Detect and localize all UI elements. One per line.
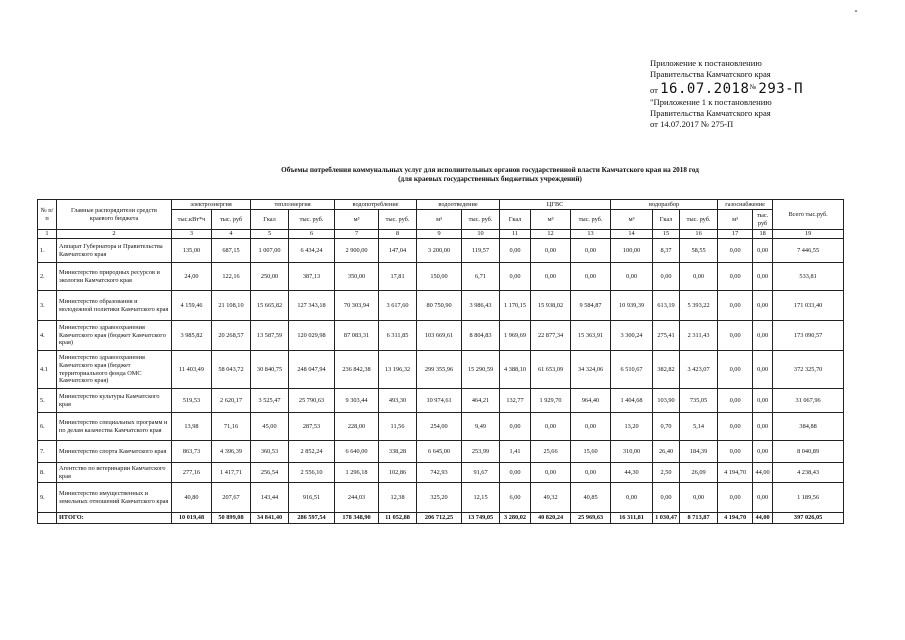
value-cell: 11,56 bbox=[379, 413, 417, 441]
value-cell: 0,00 bbox=[531, 239, 571, 263]
total-value-cell: 11 052,88 bbox=[379, 513, 417, 524]
value-cell: 236 842,38 bbox=[335, 351, 379, 389]
value-cell: 0,00 bbox=[611, 263, 653, 291]
column-number: 13 bbox=[571, 230, 611, 239]
row-index: 4.1 bbox=[38, 351, 57, 389]
row-name: Министерство здравоохранения Камчатского края (бюджет территориального фонда ОМС Камчатского края) bbox=[57, 351, 172, 389]
value-cell: 0,00 bbox=[718, 351, 753, 389]
value-cell: 3 985,82 bbox=[172, 321, 212, 351]
value-cell: 493,30 bbox=[379, 389, 417, 413]
value-cell: 4 388,10 bbox=[500, 351, 531, 389]
total-value-cell: 34 841,40 bbox=[251, 513, 289, 524]
value-cell: 0,00 bbox=[500, 463, 531, 483]
value-cell: 3 423,07 bbox=[680, 351, 718, 389]
value-cell: 1 404,68 bbox=[611, 389, 653, 413]
value-cell: 8 804,83 bbox=[462, 321, 500, 351]
value-cell: 533,81 bbox=[773, 263, 844, 291]
value-cell: 0,00 bbox=[718, 483, 753, 513]
value-cell: 687,15 bbox=[212, 239, 251, 263]
value-cell: 387,13 bbox=[289, 263, 335, 291]
unit-header: м³ bbox=[417, 210, 462, 230]
value-cell: 25 790,63 bbox=[289, 389, 335, 413]
value-cell: 0,00 bbox=[653, 483, 680, 513]
row-name: Министерство спорта Камчатского края bbox=[57, 441, 172, 463]
value-cell: 15 290,59 bbox=[462, 351, 500, 389]
value-cell: 45,00 bbox=[251, 413, 289, 441]
value-cell: 519,53 bbox=[172, 389, 212, 413]
value-cell: 135,00 bbox=[172, 239, 212, 263]
row-index: 6. bbox=[38, 413, 57, 441]
decree-date: 16.07.2018 bbox=[660, 80, 750, 97]
value-cell: 0,00 bbox=[718, 239, 753, 263]
value-cell: 8,37 bbox=[653, 239, 680, 263]
value-cell: 24,00 bbox=[172, 263, 212, 291]
value-cell: 0,00 bbox=[753, 389, 773, 413]
value-cell: 30 840,75 bbox=[251, 351, 289, 389]
value-cell: 207,67 bbox=[212, 483, 251, 513]
value-cell: 228,00 bbox=[335, 413, 379, 441]
group-header: теплоэнергия bbox=[251, 200, 335, 210]
value-cell: 49,32 bbox=[531, 483, 571, 513]
value-cell: 9 584,87 bbox=[571, 291, 611, 321]
total-label: ИТОГО: bbox=[57, 513, 172, 524]
value-cell: 5,14 bbox=[680, 413, 718, 441]
value-cell: 0,00 bbox=[753, 441, 773, 463]
value-cell: 0,00 bbox=[753, 413, 773, 441]
value-cell: 248 047,94 bbox=[289, 351, 335, 389]
table-row bbox=[38, 483, 844, 513]
value-cell: 102,86 bbox=[379, 463, 417, 483]
header-num: № п/п bbox=[38, 200, 57, 230]
value-cell: 382,82 bbox=[653, 351, 680, 389]
column-number-row bbox=[38, 230, 844, 239]
row-index: 7. bbox=[38, 441, 57, 463]
value-cell: 21 108,10 bbox=[212, 291, 251, 321]
value-cell: 287,53 bbox=[289, 413, 335, 441]
value-cell: 6 510,67 bbox=[611, 351, 653, 389]
column-number: 16 bbox=[680, 230, 718, 239]
value-cell: 6 645,00 bbox=[417, 441, 462, 463]
value-cell: 15 363,91 bbox=[571, 321, 611, 351]
column-number: 5 bbox=[251, 230, 289, 239]
value-cell: 15 665,82 bbox=[251, 291, 289, 321]
value-cell: 132,77 bbox=[500, 389, 531, 413]
value-cell: 277,16 bbox=[172, 463, 212, 483]
value-cell: 4 238,43 bbox=[773, 463, 844, 483]
value-cell: 1 929,70 bbox=[531, 389, 571, 413]
total-value-cell: 50 899,08 bbox=[212, 513, 251, 524]
column-number: 3 bbox=[172, 230, 212, 239]
column-number: 2 bbox=[57, 230, 172, 239]
group-header: электроэнергия bbox=[172, 200, 251, 210]
row-index: 9. bbox=[38, 483, 57, 513]
value-cell: 91,67 bbox=[462, 463, 500, 483]
value-cell: 863,73 bbox=[172, 441, 212, 463]
header-line-6: от 14.07.2017 № 275-П bbox=[650, 118, 734, 129]
value-cell: 735,05 bbox=[680, 389, 718, 413]
value-cell: 13 196,32 bbox=[379, 351, 417, 389]
value-cell: 11 403,49 bbox=[172, 351, 212, 389]
row-name: Министерство здравоохранения Камчатского края (бюджет Камчатского края) bbox=[57, 321, 172, 351]
header-name: Главные распорядители средств краевого бюджета bbox=[57, 200, 172, 230]
total-value-cell: 286 597,54 bbox=[289, 513, 335, 524]
value-cell: 0,00 bbox=[500, 263, 531, 291]
value-cell: 3 300,24 bbox=[611, 321, 653, 351]
value-cell: 2 900,00 bbox=[335, 239, 379, 263]
title-line-1: Объемы потребления коммунальных услуг для исполнительных органов государственной власти Камчатского края на 2018 год bbox=[281, 166, 699, 174]
value-cell: 0,00 bbox=[571, 263, 611, 291]
total-value-cell: 13 749,05 bbox=[462, 513, 500, 524]
value-cell: 0,00 bbox=[500, 239, 531, 263]
decree-date-number bbox=[650, 82, 880, 96]
value-cell: 120 029,98 bbox=[289, 321, 335, 351]
row-name: Министерство культуры Камчатского края bbox=[57, 389, 172, 413]
value-cell: 5 393,22 bbox=[680, 291, 718, 321]
row-name: Министерство имущественных и земельных отношений Камчатского края bbox=[57, 483, 172, 513]
table-row bbox=[38, 291, 844, 321]
unit-header: тыс. руб. bbox=[680, 210, 718, 230]
value-cell: 1 189,56 bbox=[773, 483, 844, 513]
value-cell: 3 986,43 bbox=[462, 291, 500, 321]
value-cell: 0,00 bbox=[718, 263, 753, 291]
row-index: 2. bbox=[38, 263, 57, 291]
value-cell: 80 750,90 bbox=[417, 291, 462, 321]
row-name: Агентство по ветеринарии Камчатского края bbox=[57, 463, 172, 483]
group-header: водопотребление bbox=[335, 200, 417, 210]
value-cell: 0,00 bbox=[753, 239, 773, 263]
value-cell: 250,00 bbox=[251, 263, 289, 291]
row-index: 5. bbox=[38, 389, 57, 413]
table-row bbox=[38, 239, 844, 263]
value-cell: 58 043,72 bbox=[212, 351, 251, 389]
value-cell: 1 170,15 bbox=[500, 291, 531, 321]
value-cell: 13 587,59 bbox=[251, 321, 289, 351]
value-cell: 0,00 bbox=[680, 483, 718, 513]
group-header: водоотведение bbox=[417, 200, 500, 210]
value-cell: 4 396,39 bbox=[212, 441, 251, 463]
value-cell: 338,28 bbox=[379, 441, 417, 463]
table-row bbox=[38, 441, 844, 463]
value-cell: 31 067,96 bbox=[773, 389, 844, 413]
value-cell: 100,00 bbox=[611, 239, 653, 263]
value-cell: 6 434,24 bbox=[289, 239, 335, 263]
column-number: 11 bbox=[500, 230, 531, 239]
value-cell: 119,57 bbox=[462, 239, 500, 263]
value-cell: 9,49 bbox=[462, 413, 500, 441]
value-cell: 20 268,57 bbox=[212, 321, 251, 351]
column-number: 6 bbox=[289, 230, 335, 239]
value-cell: 12,38 bbox=[379, 483, 417, 513]
value-cell: 15 938,02 bbox=[531, 291, 571, 321]
total-value-cell: 10 019,48 bbox=[172, 513, 212, 524]
value-cell: 26,09 bbox=[680, 463, 718, 483]
value-cell: 171 033,40 bbox=[773, 291, 844, 321]
row-index: 4. bbox=[38, 321, 57, 351]
column-number: 8 bbox=[379, 230, 417, 239]
total-value-cell: 3 280,02 bbox=[500, 513, 531, 524]
unit-header: тыс. руб. bbox=[379, 210, 417, 230]
total-index bbox=[38, 513, 57, 524]
value-cell: 150,00 bbox=[417, 263, 462, 291]
unit-header: тыс.кВт*ч bbox=[172, 210, 212, 230]
column-number: 18 bbox=[753, 230, 773, 239]
value-cell: 2 852,24 bbox=[289, 441, 335, 463]
value-cell: 916,51 bbox=[289, 483, 335, 513]
value-cell: 2,50 bbox=[653, 463, 680, 483]
total-value-cell: 25 969,63 bbox=[571, 513, 611, 524]
total-value-cell: 8 713,87 bbox=[680, 513, 718, 524]
value-cell: 3 200,00 bbox=[417, 239, 462, 263]
column-number: 9 bbox=[417, 230, 462, 239]
row-index: 1. bbox=[38, 239, 57, 263]
value-cell: 0,00 bbox=[753, 483, 773, 513]
value-cell: 372 325,70 bbox=[773, 351, 844, 389]
value-cell: 244,03 bbox=[335, 483, 379, 513]
value-cell: 143,44 bbox=[251, 483, 289, 513]
table-row bbox=[38, 321, 844, 351]
row-name: Аппарат Губернатора и Правительства Камчатского края bbox=[57, 239, 172, 263]
column-number: 4 bbox=[212, 230, 251, 239]
header-line-1: Приложение к постановлению bbox=[650, 58, 762, 68]
value-cell: 0,00 bbox=[753, 321, 773, 351]
value-cell: 22 877,34 bbox=[531, 321, 571, 351]
date-prefix: от bbox=[650, 84, 658, 95]
value-cell: 1 417,71 bbox=[212, 463, 251, 483]
value-cell: 13,98 bbox=[172, 413, 212, 441]
value-cell: 40,85 bbox=[571, 483, 611, 513]
unit-header: тыс. руб. bbox=[289, 210, 335, 230]
value-cell: 0,00 bbox=[753, 351, 773, 389]
value-cell: 70 303,94 bbox=[335, 291, 379, 321]
unit-header: тыс. руб. bbox=[462, 210, 500, 230]
value-cell: 40,80 bbox=[172, 483, 212, 513]
value-cell: 613,19 bbox=[653, 291, 680, 321]
value-cell: 44,00 bbox=[753, 463, 773, 483]
total-value-cell: 40 820,24 bbox=[531, 513, 571, 524]
value-cell: 275,41 bbox=[653, 321, 680, 351]
value-cell: 384,88 bbox=[773, 413, 844, 441]
table-body bbox=[38, 230, 844, 524]
value-cell: 0,00 bbox=[718, 389, 753, 413]
approval-header bbox=[650, 58, 880, 130]
value-cell: 3 617,60 bbox=[379, 291, 417, 321]
unit-header: м³ bbox=[611, 210, 653, 230]
value-cell: 350,00 bbox=[335, 263, 379, 291]
title-line-2: (для краевых государственных бюджетных учреждений) bbox=[398, 175, 582, 183]
value-cell: 71,16 bbox=[212, 413, 251, 441]
total-value-cell: 397 026,05 bbox=[773, 513, 844, 524]
unit-header: тыс. руб bbox=[212, 210, 251, 230]
value-cell: 0,00 bbox=[718, 413, 753, 441]
value-cell: 6 640,00 bbox=[335, 441, 379, 463]
value-cell: 15,60 bbox=[571, 441, 611, 463]
unit-header: тыс. руб bbox=[753, 210, 773, 230]
value-cell: 0,00 bbox=[680, 263, 718, 291]
value-cell: 2 556,10 bbox=[289, 463, 335, 483]
value-cell: 87 083,31 bbox=[335, 321, 379, 351]
total-value-cell: 44,00 bbox=[753, 513, 773, 524]
value-cell: 6,71 bbox=[462, 263, 500, 291]
value-cell: 0,00 bbox=[753, 291, 773, 321]
value-cell: 147,04 bbox=[379, 239, 417, 263]
header-line-5: Правительства Камчатского края bbox=[650, 107, 771, 118]
unit-header: тыс. руб. bbox=[571, 210, 611, 230]
value-cell: 0,00 bbox=[531, 463, 571, 483]
value-cell: 254,00 bbox=[417, 413, 462, 441]
value-cell: 1,41 bbox=[500, 441, 531, 463]
group-header: водоразбор bbox=[611, 200, 718, 210]
table-row bbox=[38, 263, 844, 291]
value-cell: 253,99 bbox=[462, 441, 500, 463]
value-cell: 10 974,61 bbox=[417, 389, 462, 413]
scan-speck bbox=[855, 10, 857, 12]
column-number: 1 bbox=[38, 230, 57, 239]
value-cell: 3 525,47 bbox=[251, 389, 289, 413]
consumption-table bbox=[37, 199, 844, 524]
value-cell: 122,16 bbox=[212, 263, 251, 291]
value-cell: 0,00 bbox=[571, 463, 611, 483]
value-cell: 0,00 bbox=[571, 239, 611, 263]
value-cell: 10 939,39 bbox=[611, 291, 653, 321]
table-row bbox=[38, 413, 844, 441]
total-value-cell: 178 348,90 bbox=[335, 513, 379, 524]
value-cell: 61 653,09 bbox=[531, 351, 571, 389]
unit-header: Гкал bbox=[251, 210, 289, 230]
group-header: газоснабжение bbox=[718, 200, 773, 210]
value-cell: 299 355,96 bbox=[417, 351, 462, 389]
value-cell: 0,00 bbox=[653, 263, 680, 291]
column-number: 12 bbox=[531, 230, 571, 239]
header-line-2: Правительства Камчатского края bbox=[650, 69, 771, 79]
value-cell: 26,40 bbox=[653, 441, 680, 463]
value-cell: 34 324,06 bbox=[571, 351, 611, 389]
value-cell: 9 303,44 bbox=[335, 389, 379, 413]
column-number: 19 bbox=[773, 230, 844, 239]
value-cell: 0,00 bbox=[571, 413, 611, 441]
value-cell: 360,53 bbox=[251, 441, 289, 463]
table-row bbox=[38, 351, 844, 389]
unit-header: Гкал bbox=[653, 210, 680, 230]
row-name: Министерство специальных программ и по делам казачества Камчатского края bbox=[57, 413, 172, 441]
total-value-cell: 1 030,47 bbox=[653, 513, 680, 524]
value-cell: 44,30 bbox=[611, 463, 653, 483]
column-number: 14 bbox=[611, 230, 653, 239]
value-cell: 0,00 bbox=[718, 291, 753, 321]
header-line-4: "Приложение 1 к постановлению bbox=[650, 96, 772, 107]
value-cell: 464,21 bbox=[462, 389, 500, 413]
column-number: 10 bbox=[462, 230, 500, 239]
value-cell: 8 040,89 bbox=[773, 441, 844, 463]
value-cell: 1 007,00 bbox=[251, 239, 289, 263]
value-cell: 2 620,17 bbox=[212, 389, 251, 413]
value-cell: 25,66 bbox=[531, 441, 571, 463]
row-name: Министерство природных ресурсов и экологии Камчатского края bbox=[57, 263, 172, 291]
value-cell: 6 311,85 bbox=[379, 321, 417, 351]
value-cell: 0,00 bbox=[611, 483, 653, 513]
value-cell: 6,00 bbox=[500, 483, 531, 513]
value-cell: 12,15 bbox=[462, 483, 500, 513]
value-cell: 127 343,18 bbox=[289, 291, 335, 321]
value-cell: 0,00 bbox=[718, 441, 753, 463]
column-number: 17 bbox=[718, 230, 753, 239]
unit-header: м³ bbox=[335, 210, 379, 230]
document-title bbox=[140, 166, 840, 184]
value-cell: 742,93 bbox=[417, 463, 462, 483]
value-cell: 310,00 bbox=[611, 441, 653, 463]
value-cell: 0,00 bbox=[500, 413, 531, 441]
value-cell: 184,39 bbox=[680, 441, 718, 463]
row-index: 8. bbox=[38, 463, 57, 483]
value-cell: 325,20 bbox=[417, 483, 462, 513]
row-name: Министерство образования и молодежной политики Камчатского края bbox=[57, 291, 172, 321]
value-cell: 17,81 bbox=[379, 263, 417, 291]
column-number: 7 bbox=[335, 230, 379, 239]
column-number: 15 bbox=[653, 230, 680, 239]
value-cell: 0,00 bbox=[531, 413, 571, 441]
value-cell: 13,20 bbox=[611, 413, 653, 441]
value-cell: 0,00 bbox=[531, 263, 571, 291]
value-cell: 1 296,18 bbox=[335, 463, 379, 483]
value-cell: 4 159,46 bbox=[172, 291, 212, 321]
total-value-cell: 206 712,25 bbox=[417, 513, 462, 524]
value-cell: 0,00 bbox=[718, 321, 753, 351]
total-row bbox=[38, 513, 844, 524]
value-cell: 7 446,55 bbox=[773, 239, 844, 263]
value-cell: 0,00 bbox=[753, 263, 773, 291]
value-cell: 256,54 bbox=[251, 463, 289, 483]
value-cell: 2 311,43 bbox=[680, 321, 718, 351]
value-cell: 1 969,69 bbox=[500, 321, 531, 351]
value-cell: 964,40 bbox=[571, 389, 611, 413]
total-value-cell: 4 194,70 bbox=[718, 513, 753, 524]
decree-number: 293-П bbox=[758, 80, 804, 97]
total-value-cell: 16 311,81 bbox=[611, 513, 653, 524]
value-cell: 103 669,61 bbox=[417, 321, 462, 351]
table-row bbox=[38, 389, 844, 413]
value-cell: 0,70 bbox=[653, 413, 680, 441]
number-sign: № bbox=[749, 83, 757, 91]
table-row bbox=[38, 463, 844, 483]
unit-header: м³ bbox=[531, 210, 571, 230]
value-cell: 103,90 bbox=[653, 389, 680, 413]
value-cell: 58,55 bbox=[680, 239, 718, 263]
unit-header: м³ bbox=[718, 210, 753, 230]
unit-header: Гкал bbox=[500, 210, 531, 230]
row-index: 3. bbox=[38, 291, 57, 321]
value-cell: 173 090,57 bbox=[773, 321, 844, 351]
header-total: Всего тыс.руб. bbox=[773, 200, 844, 230]
group-header: ЦГВС bbox=[500, 200, 611, 210]
value-cell: 4 194,70 bbox=[718, 463, 753, 483]
